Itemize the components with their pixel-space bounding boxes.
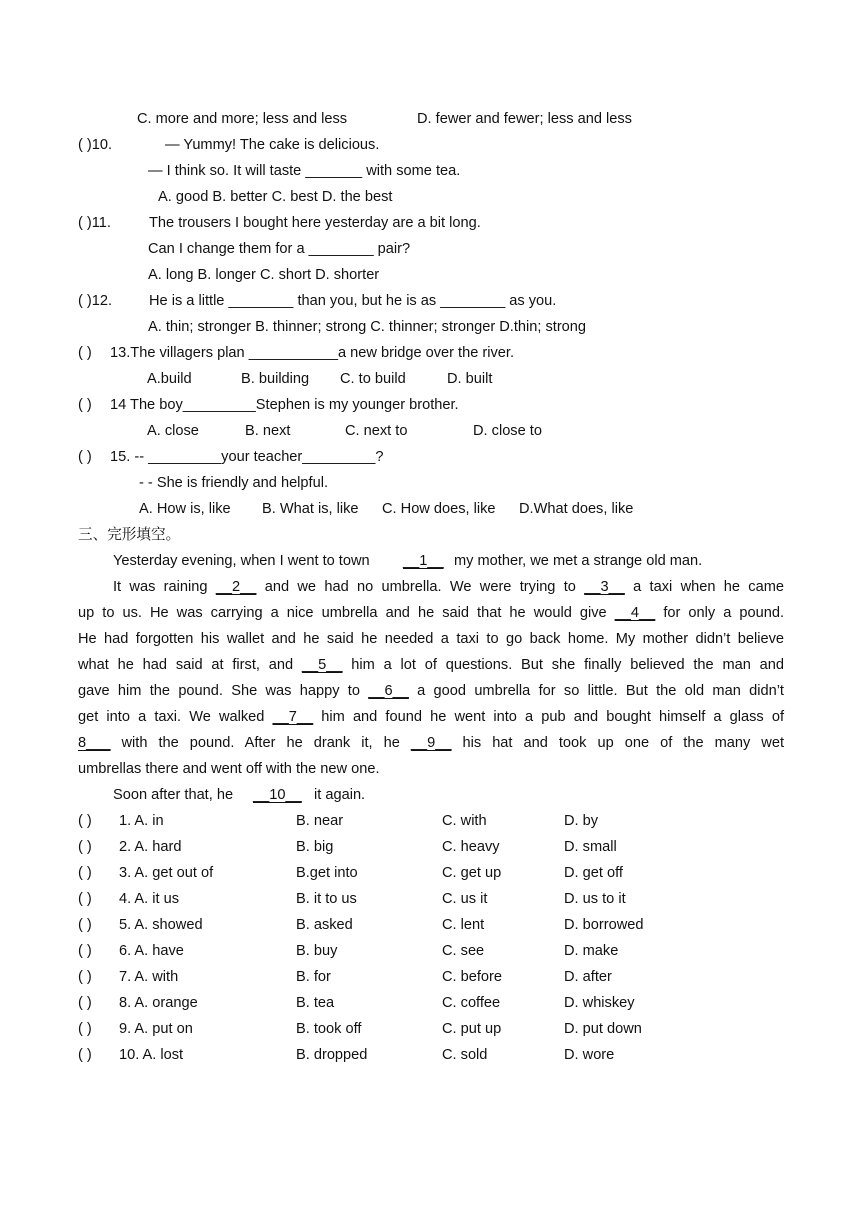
- q15-text2: - - She is friendly and helpful.: [139, 475, 329, 491]
- cloze-option: B. asked: [296, 917, 353, 933]
- cloze-option-row: [78, 1042, 788, 1068]
- cloze-option: D. put down: [564, 1021, 642, 1037]
- cloze-blank-9: __9__: [410, 735, 452, 751]
- cloze-text: umbrellas there and went off with the new one.: [78, 761, 380, 777]
- cloze-option: 7. A. with: [119, 969, 179, 985]
- cloze-option: B. took off: [296, 1021, 362, 1037]
- answer-paren[interactable]: ( ): [78, 1047, 92, 1063]
- q11-options: [78, 262, 788, 288]
- cloze-text: his hat and took up one of the many wet: [462, 735, 785, 751]
- answer-paren[interactable]: ( ): [78, 917, 92, 933]
- q12-number: ( )12.: [78, 293, 113, 309]
- cloze-text: and we had no umbrella. We were trying to: [264, 579, 576, 595]
- cloze-blank-3: __3__: [584, 579, 625, 595]
- cloze-option: C. with: [442, 813, 487, 829]
- cloze-line-8: [78, 730, 784, 756]
- cloze-line-1: [78, 548, 788, 574]
- q13-line: [78, 340, 788, 366]
- cloze-option: B. tea: [296, 995, 335, 1011]
- cloze-option: B. buy: [296, 943, 338, 959]
- q12-options-text: A. thin; stronger B. thinner; strong C. thinner; stronger D.thin; strong: [148, 319, 587, 335]
- q13-option-b: B. building: [241, 371, 310, 387]
- q9-options: [78, 106, 788, 132]
- cloze-option: 5. A. showed: [119, 917, 203, 933]
- cloze-text: him and found he went into a pub and bought himself a glass of: [321, 709, 785, 725]
- cloze-text: up to us. He was carrying a nice umbrella and he said that he would give: [78, 605, 607, 621]
- cloze-option: 1. A. in: [119, 813, 164, 829]
- answer-paren[interactable]: ( ): [78, 865, 92, 881]
- cloze-blank-10: __10__: [253, 787, 302, 803]
- cloze-text: what he had said at first, and: [78, 657, 294, 673]
- cloze-line-4: [78, 626, 784, 652]
- cloze-text: It was raining: [113, 579, 208, 595]
- cloze-text: gave him the pound. She was happy to: [78, 683, 360, 699]
- q15-text: 15. -- _________your teacher_________?: [110, 449, 384, 465]
- cloze-option: B. big: [296, 839, 334, 855]
- cloze-option: 8. A. orange: [119, 995, 198, 1011]
- q11-options-text: A. long B. longer C. short D. shorter: [148, 267, 380, 283]
- cloze-line-9: [78, 756, 788, 782]
- q15-options: [78, 496, 788, 522]
- cloze-option-row: [78, 886, 788, 912]
- q11-number: ( )11.: [78, 215, 111, 231]
- cloze-option: D. after: [564, 969, 612, 985]
- answer-paren[interactable]: ( ): [78, 1021, 92, 1037]
- q11-line2: [78, 236, 788, 262]
- q11-text2: Can I change them for a ________ pair?: [148, 241, 411, 257]
- q15-option-d: D.What does, like: [519, 501, 634, 517]
- q14-line: [78, 392, 788, 418]
- cloze-text: my mother, we met a strange old man.: [454, 553, 703, 569]
- cloze-blank-7: __7__: [272, 709, 314, 725]
- cloze-option: D. by: [564, 813, 599, 829]
- q14-option-c: C. next to: [345, 423, 408, 439]
- q14-option-b: B. next: [245, 423, 291, 439]
- q10-line2: [78, 158, 788, 184]
- cloze-blank-8: 8___: [78, 735, 111, 751]
- cloze-option-row: [78, 860, 788, 886]
- cloze-option: D. borrowed: [564, 917, 644, 933]
- cloze-text: with the pound. After he drank it, he: [121, 735, 400, 751]
- q15-paren: ( ): [78, 449, 92, 465]
- q15-line2: [78, 470, 788, 496]
- cloze-option-row: [78, 912, 788, 938]
- q13-options: [78, 366, 788, 392]
- cloze-text: get into a taxi. We walked: [78, 709, 265, 725]
- cloze-line-5: [78, 652, 784, 678]
- q14-paren: ( ): [78, 397, 92, 413]
- cloze-option-row: [78, 808, 788, 834]
- cloze-text: a taxi when he came: [633, 579, 784, 595]
- q15-option-c: C. How does, like: [382, 501, 496, 517]
- cloze-title: 三、完形填空。: [78, 527, 181, 543]
- cloze-option: 2. A. hard: [119, 839, 182, 855]
- cloze-option: B.get into: [296, 865, 358, 881]
- answer-paren[interactable]: ( ): [78, 891, 92, 907]
- cloze-option: B. dropped: [296, 1047, 368, 1063]
- cloze-text: Soon after that, he: [113, 787, 234, 803]
- q14-option-d: D. close to: [473, 423, 542, 439]
- cloze-option-row: [78, 990, 788, 1016]
- q9-option-d: D. fewer and fewer; less and less: [417, 111, 632, 127]
- cloze-blank-5: __5__: [301, 657, 343, 673]
- cloze-blank-2: __2__: [215, 579, 257, 595]
- cloze-option: D. small: [564, 839, 617, 855]
- cloze-option-row: [78, 1016, 788, 1042]
- cloze-option: 9. A. put on: [119, 1021, 193, 1037]
- answer-paren[interactable]: ( ): [78, 943, 92, 959]
- cloze-option-row: [78, 834, 788, 860]
- q12-text: He is a little ________ than you, but he is as ________ as you.: [149, 293, 557, 309]
- answer-paren[interactable]: ( ): [78, 969, 92, 985]
- cloze-blank-1: __1__: [403, 553, 444, 569]
- cloze-line-6: [78, 678, 784, 704]
- q14-option-a: A. close: [147, 423, 199, 439]
- q10-text: — Yummy! The cake is delicious.: [165, 137, 380, 153]
- cloze-option: C. get up: [442, 865, 502, 881]
- cloze-option: D. wore: [564, 1047, 615, 1063]
- q13-text: 13.The villagers plan ___________a new bridge over the river.: [110, 345, 515, 361]
- q13-option-c: C. to build: [340, 371, 406, 387]
- cloze-option: C. heavy: [442, 839, 500, 855]
- answer-paren[interactable]: ( ): [78, 839, 92, 855]
- cloze-option: D. whiskey: [564, 995, 635, 1011]
- cloze-option: C. before: [442, 969, 503, 985]
- q10-options: [78, 184, 788, 210]
- cloze-option: C. sold: [442, 1047, 488, 1063]
- q15-option-b: B. What is, like: [262, 501, 359, 517]
- cloze-option: 4. A. it us: [119, 891, 180, 907]
- q12-line: [78, 288, 788, 314]
- cloze-option: 6. A. have: [119, 943, 184, 959]
- cloze-option-row: [78, 938, 788, 964]
- section-title: [78, 522, 788, 548]
- cloze-option: D. us to it: [564, 891, 626, 907]
- q10-number: ( )10.: [78, 137, 113, 153]
- q14-text: 14 The boy_________Stephen is my younger brother.: [110, 397, 459, 413]
- cloze-blank-6: __6__: [368, 683, 409, 699]
- cloze-option: 3. A. get out of: [119, 865, 214, 881]
- q13-option-d: D. built: [447, 371, 493, 387]
- cloze-text: him a lot of questions. But she finally believed the man and: [351, 657, 784, 673]
- q10-text2: — I think so. It will taste _______ with some tea.: [148, 163, 461, 179]
- cloze-option: 10. A. lost: [119, 1047, 184, 1063]
- q15-line: [78, 444, 788, 470]
- cloze-option: C. put up: [442, 1021, 502, 1037]
- cloze-text: Yesterday evening, when I went to town: [113, 553, 370, 569]
- cloze-text: a good umbrella for so little. But the old man didn’t: [417, 683, 784, 699]
- answer-paren[interactable]: ( ): [78, 813, 92, 829]
- cloze-option: C. see: [442, 943, 485, 959]
- q11-line: [78, 210, 788, 236]
- q9-option-c: C. more and more; less and less: [137, 111, 348, 127]
- cloze-option: B. for: [296, 969, 331, 985]
- q15-option-a: A. How is, like: [139, 501, 231, 517]
- cloze-option: D. get off: [564, 865, 623, 881]
- cloze-option: C. coffee: [442, 995, 501, 1011]
- cloze-text: for only a pound.: [663, 605, 784, 621]
- q13-paren: ( ): [78, 345, 92, 361]
- q13-option-a: A.build: [147, 371, 192, 387]
- cloze-line-2: [113, 574, 784, 600]
- q12-options: [78, 314, 788, 340]
- q14-options: [78, 418, 788, 444]
- q11-text: The trousers I bought here yesterday are a bit long.: [149, 215, 481, 231]
- q10-options-text: A. good B. better C. best D. the best: [158, 189, 393, 205]
- cloze-option: B. it to us: [296, 891, 357, 907]
- cloze-text: it again.: [314, 787, 366, 803]
- cloze-option: C. us it: [442, 891, 488, 907]
- cloze-line-10: [78, 782, 788, 808]
- cloze-option: C. lent: [442, 917, 485, 933]
- cloze-line-7: [78, 704, 784, 730]
- cloze-blank-4: __4__: [614, 605, 656, 621]
- cloze-option: B. near: [296, 813, 344, 829]
- q10-line: [78, 132, 788, 158]
- cloze-option: D. make: [564, 943, 619, 959]
- cloze-option-row: [78, 964, 788, 990]
- cloze-text: He had forgotten his wallet and he said he needed a taxi to go back home. My mother didn’t believe: [78, 631, 784, 647]
- cloze-line-3: [78, 600, 784, 626]
- answer-paren[interactable]: ( ): [78, 995, 92, 1011]
